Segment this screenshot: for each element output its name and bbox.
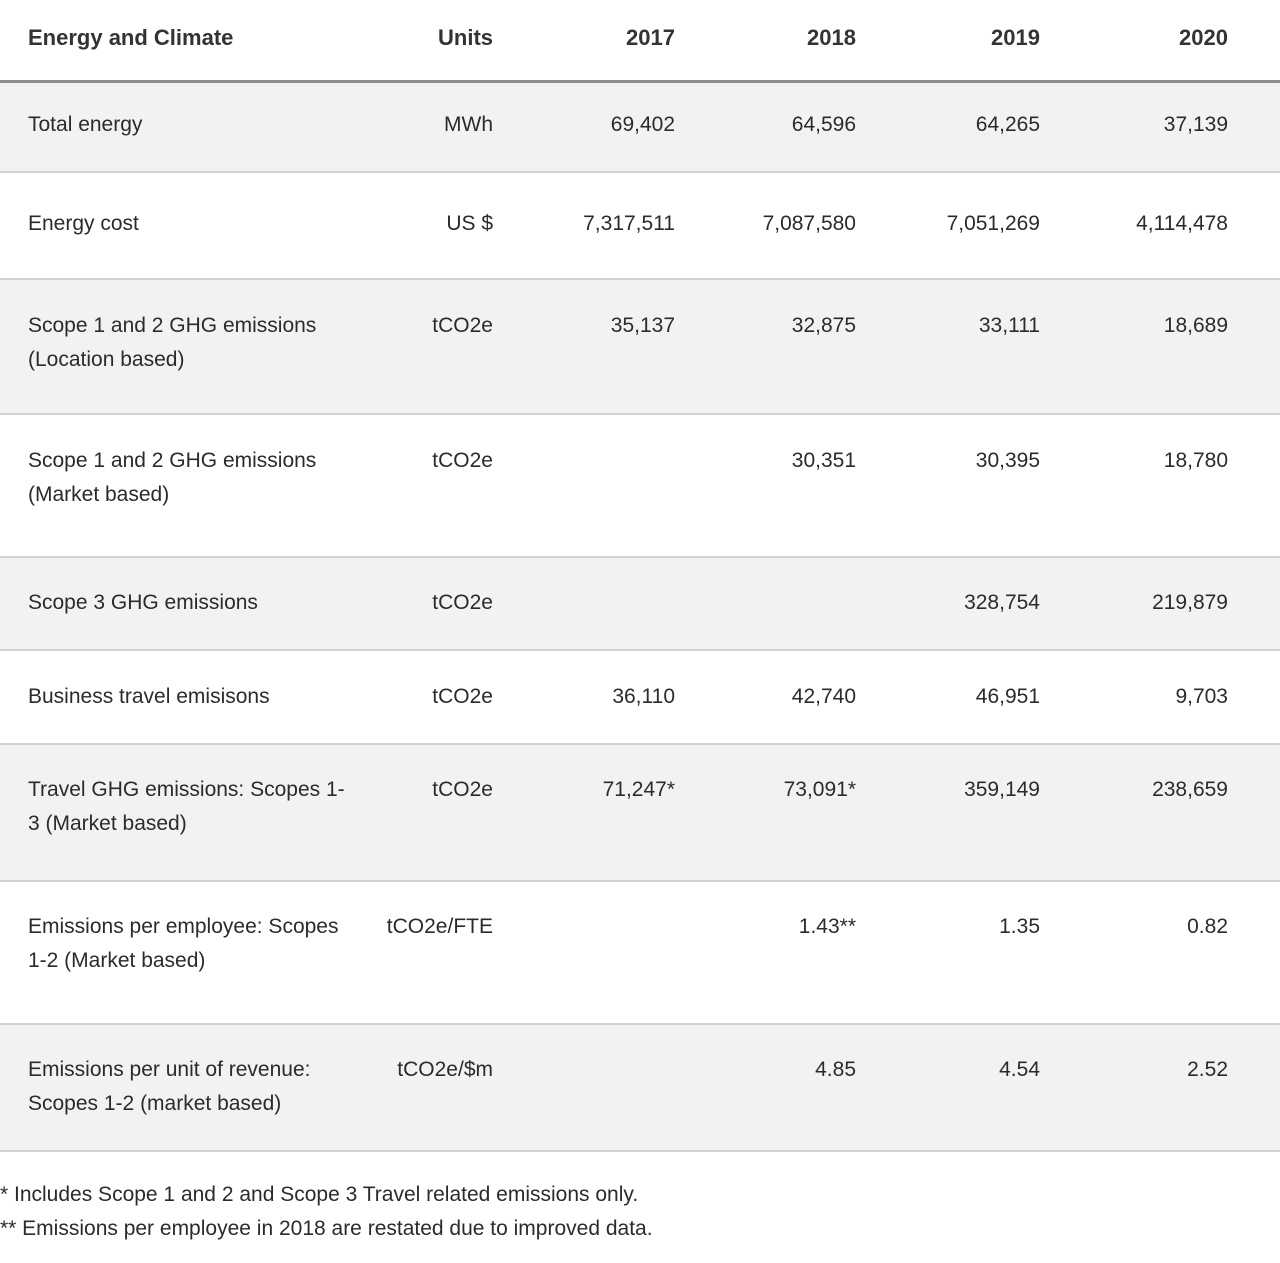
row-units: tCO2e [432, 449, 493, 472]
row-label: Energy cost [28, 212, 139, 235]
row-value-2020: 219,879 [1152, 591, 1228, 614]
row-value-2020: 0.82 [1187, 915, 1228, 938]
row-value-2018: 32,875 [791, 314, 856, 337]
table-row [0, 651, 1280, 745]
row-units: tCO2e/FTE [386, 915, 493, 938]
row-value-2018: 42,740 [791, 685, 856, 708]
row-units: US $ [446, 212, 493, 235]
row-value-2020: 18,689 [1163, 314, 1228, 337]
row-label: Scope 1 and 2 GHG emissions (Market based) [28, 449, 317, 506]
row-units: tCO2e [432, 591, 493, 614]
footnotes [0, 1178, 1280, 1246]
header-2017: 2017 [626, 25, 675, 50]
footnote-single-asterisk: * Includes Scope 1 and 2 and Scope 3 Travel related emissions only. [0, 1183, 639, 1206]
row-value-2020: 4,114,478 [1136, 212, 1228, 235]
row-units: tCO2e/$m [397, 1058, 493, 1081]
row-value-2017: 35,137 [610, 314, 675, 337]
row-units: tCO2e [432, 778, 493, 801]
header-label: Energy and Climate [28, 25, 234, 50]
row-label: Emissions per unit of revenue: Scopes 1-2 (market based) [28, 1058, 311, 1115]
table-row [0, 1025, 1280, 1152]
row-units: tCO2e [432, 314, 493, 337]
row-value-2020: 2.52 [1187, 1058, 1228, 1081]
row-value-2020: 9,703 [1175, 685, 1228, 708]
row-units: MWh [444, 113, 493, 136]
row-label: Total energy [28, 113, 143, 136]
row-value-2018: 4.85 [815, 1058, 856, 1081]
row-label: Business travel emisisons [28, 685, 270, 708]
row-value-2017: 71,247* [602, 778, 675, 801]
row-value-2019: 4.54 [999, 1058, 1040, 1081]
footnote-double-asterisk: ** Emissions per employee in 2018 are restated due to improved data. [0, 1217, 653, 1240]
row-label: Travel GHG emissions: Scopes 1-3 (Market based) [28, 778, 345, 835]
row-value-2018: 73,091* [783, 778, 856, 801]
row-value-2018: 7,087,580 [762, 212, 856, 235]
header-2019: 2019 [991, 25, 1040, 50]
row-value-2020: 37,139 [1163, 113, 1228, 136]
table-row [0, 558, 1280, 651]
row-value-2017: 69,402 [610, 113, 675, 136]
header-2018: 2018 [807, 25, 856, 50]
row-value-2019: 1.35 [999, 915, 1040, 938]
row-value-2020: 238,659 [1152, 778, 1228, 801]
row-value-2019: 33,111 [978, 314, 1040, 337]
row-value-2017: 7,317,511 [583, 212, 675, 235]
table-header-row [0, 0, 1280, 83]
row-value-2018: 64,596 [791, 113, 856, 136]
row-value-2019: 64,265 [975, 113, 1040, 136]
header-units: Units [438, 25, 493, 50]
table-row [0, 173, 1280, 280]
table-row [0, 882, 1280, 1025]
table-row [0, 83, 1280, 173]
table-row [0, 415, 1280, 558]
row-value-2019: 46,951 [975, 685, 1040, 708]
row-value-2019: 30,395 [975, 449, 1040, 472]
row-value-2017: 36,110 [612, 685, 675, 708]
row-value-2019: 359,149 [964, 778, 1040, 801]
row-value-2018: 30,351 [791, 449, 856, 472]
row-label: Scope 1 and 2 GHG emissions (Location based) [28, 314, 317, 371]
row-label: Scope 3 GHG emissions [28, 591, 258, 614]
table-row [0, 280, 1280, 415]
header-2020: 2020 [1179, 25, 1228, 50]
row-value-2020: 18,780 [1163, 449, 1228, 472]
table-row [0, 745, 1280, 882]
row-value-2018: 1.43** [798, 915, 856, 938]
row-value-2019: 7,051,269 [946, 212, 1040, 235]
row-units: tCO2e [432, 685, 493, 708]
row-label: Emissions per employee: Scopes 1-2 (Market based) [28, 915, 339, 972]
row-value-2019: 328,754 [964, 591, 1040, 614]
